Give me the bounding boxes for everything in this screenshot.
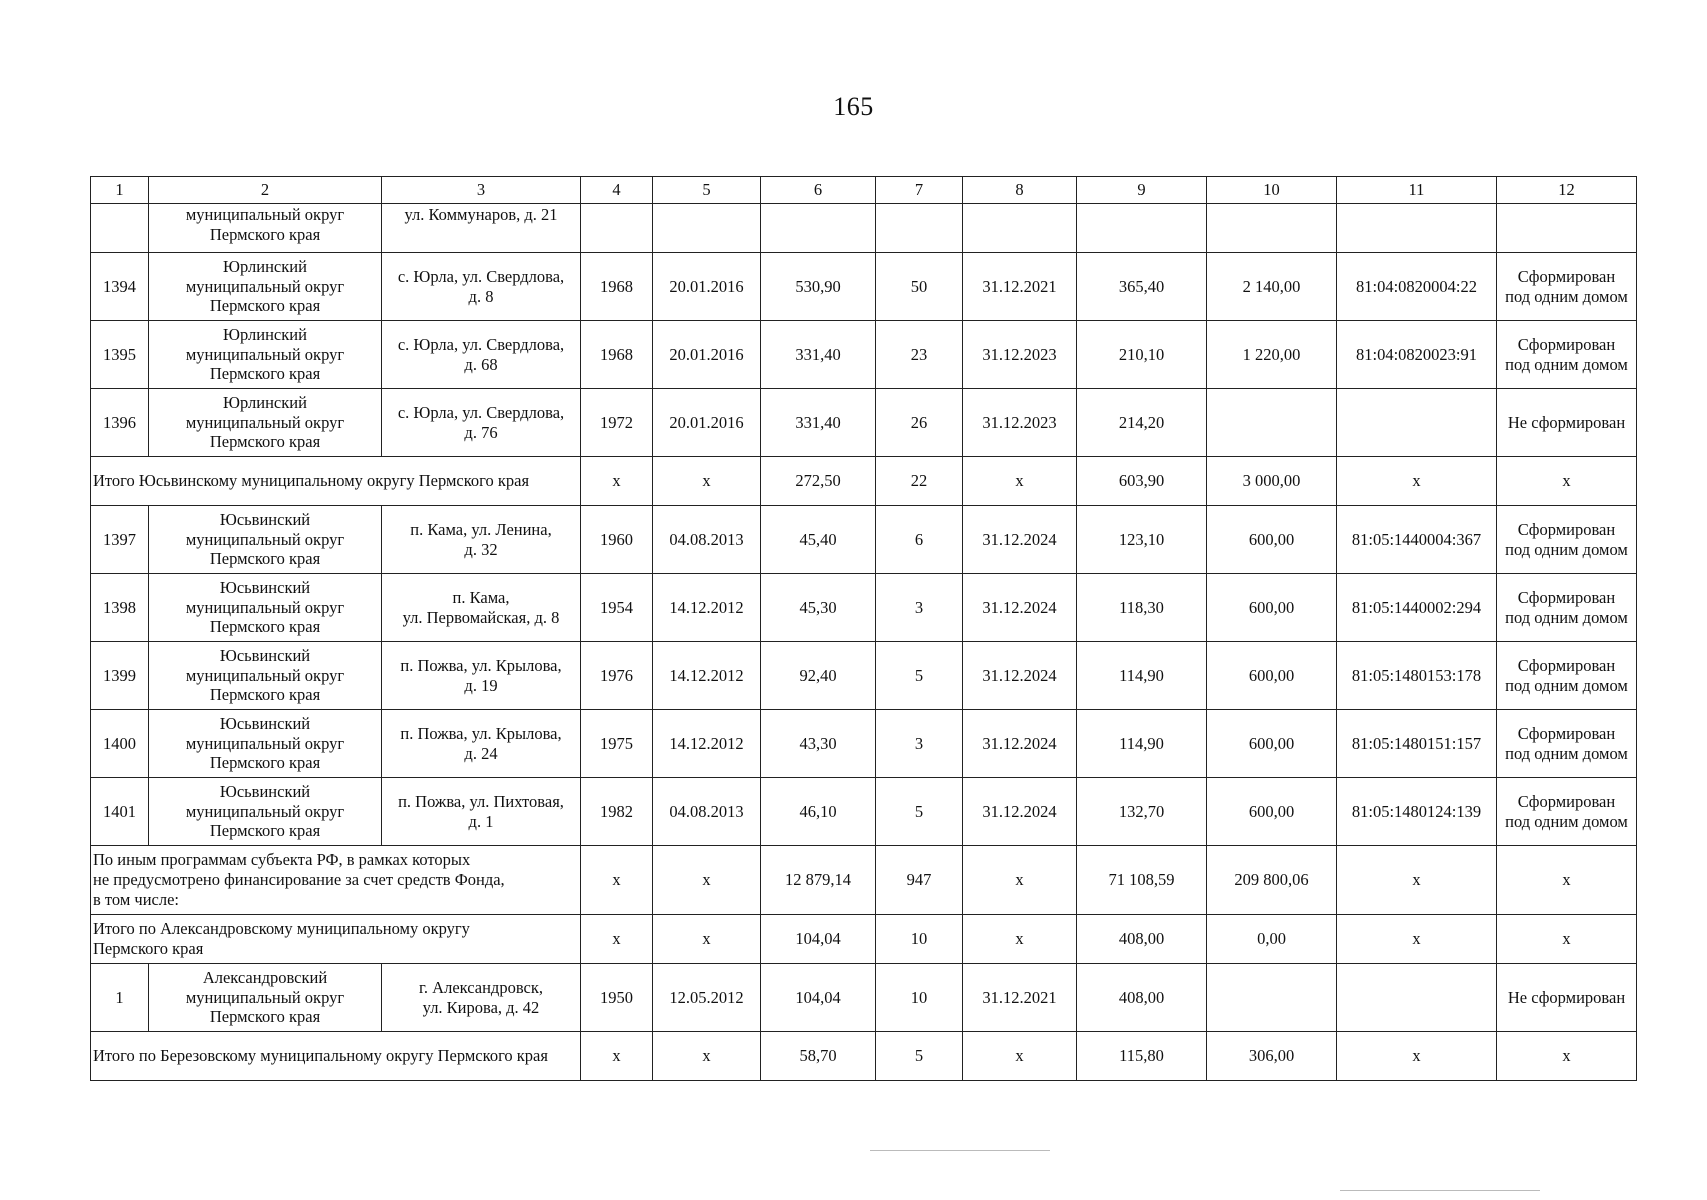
housing-table [90,176,1637,1081]
table-cell: 408,00 [1077,915,1207,964]
table-cell: 5 [876,778,963,846]
table-cell: 43,30 [761,710,876,778]
table-row [91,253,1637,321]
table-cell: 45,40 [761,506,876,574]
table-cell: п. Пожва, ул. Крылова, д. 24 [382,710,581,778]
table-cell: 118,30 [1077,574,1207,642]
table-cell: 5 [876,1032,963,1081]
table-row [91,710,1637,778]
table-cell: Сформирован под одним домом [1497,778,1637,846]
table-row [91,506,1637,574]
table-cell: 1972 [581,389,653,457]
table-cell: Юсьвинский муниципальный округ Пермского края [149,642,382,710]
table-row [91,204,1637,253]
table-cell: 600,00 [1207,506,1337,574]
column-number: 5 [653,177,761,204]
subtotal-label: Итого по Березовскому муниципальному округу Пермского края [91,1032,581,1081]
table-cell: 14.12.2012 [653,642,761,710]
table-cell: 947 [876,846,963,915]
table-cell: 81:05:1480151:157 [1337,710,1497,778]
table-cell: 306,00 [1207,1032,1337,1081]
table-cell: х [1337,457,1497,506]
table-cell: 1960 [581,506,653,574]
table-cell: 1954 [581,574,653,642]
column-number: 10 [1207,177,1337,204]
table-cell: 92,40 [761,642,876,710]
table-cell: х [963,457,1077,506]
table-cell: 14.12.2012 [653,574,761,642]
table-cell: 1 [91,964,149,1032]
table-cell: п. Кама, ул. Первомайская, д. 8 [382,574,581,642]
table-cell: 600,00 [1207,642,1337,710]
column-number: 3 [382,177,581,204]
table-cell: 104,04 [761,915,876,964]
table-cell: х [1337,915,1497,964]
table-cell: 115,80 [1077,1032,1207,1081]
column-number: 6 [761,177,876,204]
table-cell: 600,00 [1207,574,1337,642]
table-cell: Сформирован под одним домом [1497,574,1637,642]
table-cell: 1395 [91,321,149,389]
table-cell: 04.08.2013 [653,778,761,846]
subtotal-row [91,915,1637,964]
table-cell: 114,90 [1077,710,1207,778]
column-number: 11 [1337,177,1497,204]
table-cell: 209 800,06 [1207,846,1337,915]
table-cell: ул. Коммунаров, д. 21 [382,204,581,253]
table-cell: 3 000,00 [1207,457,1337,506]
scan-artifact [870,1150,1050,1151]
table-cell: 81:04:0820004:22 [1337,253,1497,321]
table-cell: 46,10 [761,778,876,846]
table-cell: х [1497,915,1637,964]
table-cell: 1397 [91,506,149,574]
table-cell: Не сформирован [1497,964,1637,1032]
table-cell: 1950 [581,964,653,1032]
subtotal-label: Итого по Александровскому муниципальному округу Пермского края [91,915,581,964]
table-cell [1207,389,1337,457]
table-cell: х [581,1032,653,1081]
table-cell: 81:04:0820023:91 [1337,321,1497,389]
table-cell: 408,00 [1077,964,1207,1032]
table-cell: 10 [876,915,963,964]
table-cell: 132,70 [1077,778,1207,846]
table-cell: 14.12.2012 [653,710,761,778]
table-cell [581,204,653,253]
table-cell: 50 [876,253,963,321]
table-cell: 22 [876,457,963,506]
table-cell: 1968 [581,321,653,389]
table-cell: х [653,846,761,915]
table-cell: 26 [876,389,963,457]
table-cell: Юрлинский муниципальный округ Пермского края [149,389,382,457]
table-cell [91,204,149,253]
table-cell: х [963,846,1077,915]
table-cell: Юрлинский муниципальный округ Пермского края [149,253,382,321]
table-cell: х [1497,846,1637,915]
table-cell: х [963,915,1077,964]
subtotal-row [91,846,1637,915]
table-cell: х [653,457,761,506]
table-cell: 600,00 [1207,710,1337,778]
table-cell: г. Александровск, ул. Кирова, д. 42 [382,964,581,1032]
table-cell: 1394 [91,253,149,321]
table-cell: 123,10 [1077,506,1207,574]
table-cell: 2 140,00 [1207,253,1337,321]
column-number: 4 [581,177,653,204]
table-cell: 331,40 [761,389,876,457]
column-number: 1 [91,177,149,204]
subtotal-label: Итого Юсьвинскому муниципальному округу Пермского края [91,457,581,506]
subtotal-label: По иным программам субъекта РФ, в рамках которых не предусмотрено финансирование за счет средств Фонда, в том числе: [91,846,581,915]
table-cell: 81:05:1480124:139 [1337,778,1497,846]
table-cell: 31.12.2024 [963,778,1077,846]
page-number: 165 [833,92,874,121]
table-cell: Юсьвинский муниципальный округ Пермского края [149,506,382,574]
table-cell: 71 108,59 [1077,846,1207,915]
table-cell: 214,20 [1077,389,1207,457]
table-cell: 530,90 [761,253,876,321]
subtotal-row [91,1032,1637,1081]
table-cell: 114,90 [1077,642,1207,710]
table-cell: 600,00 [1207,778,1337,846]
table-cell: 23 [876,321,963,389]
table-cell: х [1497,1032,1637,1081]
table-cell [1337,204,1497,253]
table-cell: 20.01.2016 [653,389,761,457]
table-cell: п. Пожва, ул. Крылова, д. 19 [382,642,581,710]
table-cell [1207,964,1337,1032]
table-cell: 365,40 [1077,253,1207,321]
table-cell: 1399 [91,642,149,710]
table-cell: х [963,1032,1077,1081]
table-cell: 272,50 [761,457,876,506]
table-cell: с. Юрла, ул. Свердлова, д. 68 [382,321,581,389]
table-cell: Юсьвинский муниципальный округ Пермского края [149,710,382,778]
table-cell: х [653,915,761,964]
table-cell: Сформирован под одним домом [1497,642,1637,710]
table-cell: п. Пожва, ул. Пихтовая, д. 1 [382,778,581,846]
table-cell [1077,204,1207,253]
table-cell: 31.12.2024 [963,642,1077,710]
table-cell [653,204,761,253]
table-cell: Сформирован под одним домом [1497,710,1637,778]
table-cell: 1401 [91,778,149,846]
table-cell: 31.12.2023 [963,321,1077,389]
table-cell: 81:05:1440004:367 [1337,506,1497,574]
table-cell: 31.12.2021 [963,964,1077,1032]
table-cell: 81:05:1440002:294 [1337,574,1497,642]
table-cell: 81:05:1480153:178 [1337,642,1497,710]
column-number: 7 [876,177,963,204]
table-cell: 31.12.2024 [963,710,1077,778]
table-cell: 603,90 [1077,457,1207,506]
table-cell: 31.12.2024 [963,506,1077,574]
table-cell [761,204,876,253]
table-cell: 45,30 [761,574,876,642]
table-cell: 331,40 [761,321,876,389]
table-cell: х [1497,457,1637,506]
table-cell: 1982 [581,778,653,846]
table-cell: 20.01.2016 [653,253,761,321]
table-cell: 104,04 [761,964,876,1032]
table-cell: х [581,846,653,915]
table-cell: 5 [876,642,963,710]
column-number: 12 [1497,177,1637,204]
table-cell [963,204,1077,253]
table-cell: 3 [876,574,963,642]
column-number: 8 [963,177,1077,204]
table-cell: 12.05.2012 [653,964,761,1032]
table-cell: с. Юрла, ул. Свердлова, д. 76 [382,389,581,457]
table-cell [1497,204,1637,253]
header-row [91,177,1637,204]
table-cell: Юрлинский муниципальный округ Пермского края [149,321,382,389]
table-cell: х [581,457,653,506]
table-cell: 0,00 [1207,915,1337,964]
column-number: 9 [1077,177,1207,204]
table-cell: 1 220,00 [1207,321,1337,389]
table-cell: п. Кама, ул. Ленина, д. 32 [382,506,581,574]
table-cell: 1396 [91,389,149,457]
table-row [91,389,1637,457]
table-cell: 12 879,14 [761,846,876,915]
table-row [91,778,1637,846]
table-cell: 1398 [91,574,149,642]
table-cell: Юсьвинский муниципальный округ Пермского края [149,778,382,846]
table-cell: с. Юрла, ул. Свердлова, д. 8 [382,253,581,321]
table-cell: муниципальный округ Пермского края [149,204,382,253]
table-cell: 6 [876,506,963,574]
table-cell: Не сформирован [1497,389,1637,457]
table-cell: х [653,1032,761,1081]
table-cell: Сформирован под одним домом [1497,321,1637,389]
table-cell: 3 [876,710,963,778]
table-row [91,642,1637,710]
table-cell: 31.12.2024 [963,574,1077,642]
table-cell [1207,204,1337,253]
table-cell: 10 [876,964,963,1032]
table-row [91,964,1637,1032]
table-cell: х [1337,846,1497,915]
table-row [91,574,1637,642]
table-cell: Юсьвинский муниципальный округ Пермского края [149,574,382,642]
table-cell: 1975 [581,710,653,778]
table-cell: 04.08.2013 [653,506,761,574]
table-cell [1337,389,1497,457]
table-cell: 1968 [581,253,653,321]
table-cell: Александровский муниципальный округ Пермского края [149,964,382,1032]
table-row [91,321,1637,389]
table-cell: 31.12.2023 [963,389,1077,457]
subtotal-row [91,457,1637,506]
table-cell: 210,10 [1077,321,1207,389]
table-cell: х [581,915,653,964]
table-cell: х [1337,1032,1497,1081]
table-cell [1337,964,1497,1032]
table-cell: Сформирован под одним домом [1497,253,1637,321]
table-cell: 1400 [91,710,149,778]
table-cell: 31.12.2021 [963,253,1077,321]
scan-artifact [1340,1190,1540,1191]
table-cell: 1976 [581,642,653,710]
table-cell: Сформирован под одним домом [1497,506,1637,574]
table-cell: 20.01.2016 [653,321,761,389]
column-number: 2 [149,177,382,204]
table-cell: 58,70 [761,1032,876,1081]
table-cell [876,204,963,253]
